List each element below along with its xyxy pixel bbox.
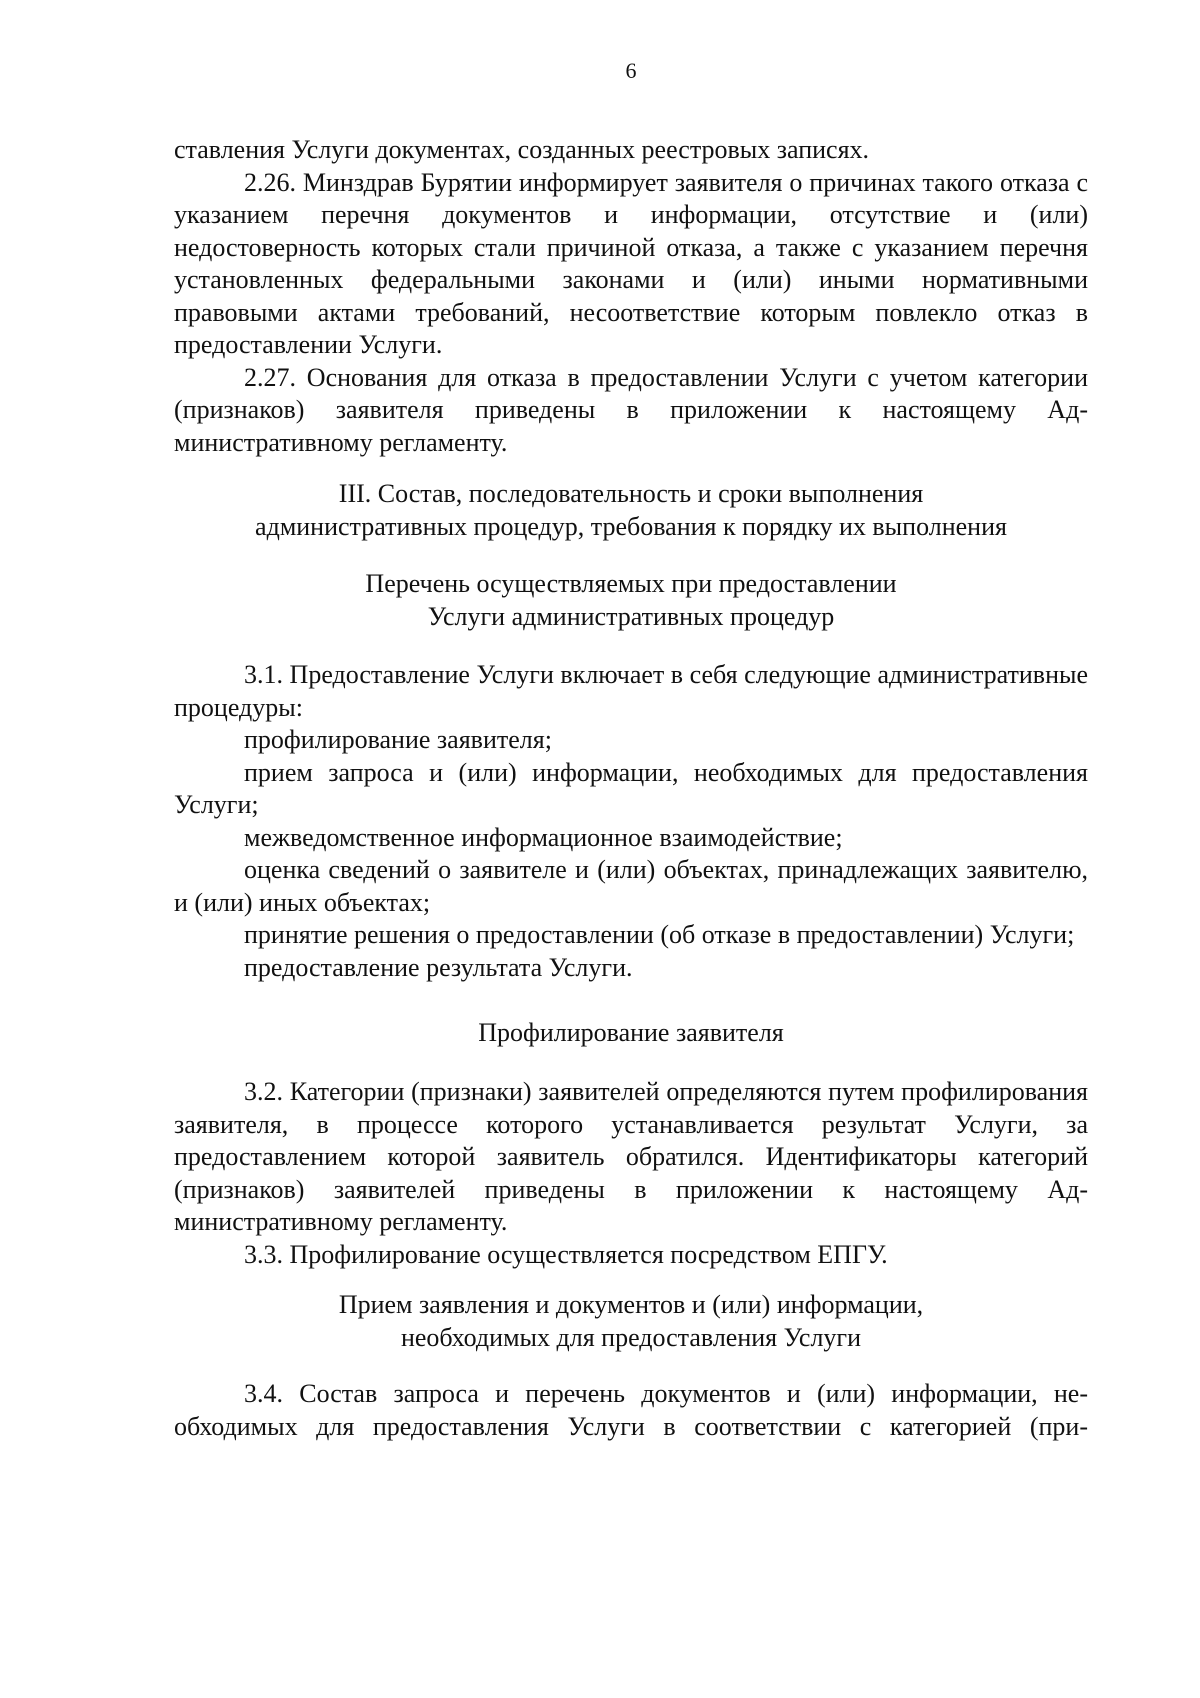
- paragraph-2-26: 2.26. Минздрав Бурятии информирует заявителя о причинах такого отказа с указанием перечня документов и информации, отсутствие и (или) недостоверность которых стали причиной отказа, а также с указанием перечня установленных федеральными законами и (или) иными нормативными правовыми актами требований, несоответствие которым повлекло отказ в предоставлении Услуги.: [174, 167, 1088, 359]
- procedures-list-heading: [174, 568, 1088, 633]
- paragraph-3-1: 3.1. Предоставление Услуги включает в себя следующие административные процедуры:: [174, 660, 1088, 722]
- reception-heading-line-1: Прием заявления и документов и (или) информации,: [338, 1290, 924, 1319]
- reception-heading-line-2: необходимых для предоставления Услуги: [400, 1322, 862, 1352]
- paragraph-block-section-2: [174, 134, 1088, 459]
- paragraph-block-3-2: [174, 1076, 1088, 1271]
- list-item: предоставление результата Услуги.: [244, 952, 633, 982]
- paragraph-block-3-4: [174, 1378, 1088, 1443]
- section-3-heading-line-2: административных процедур, требования к порядку их выполнения: [255, 511, 1007, 541]
- paragraph-3-3: 3.3. Профилирование осуществляется посредством ЕПГУ.: [244, 1239, 888, 1269]
- list-item: прием запроса и (или) информации, необходимых для предоставления Услуги;: [174, 757, 1088, 819]
- reception-heading: [174, 1289, 1088, 1354]
- section-3-heading: [174, 478, 1088, 543]
- section-3-heading-line-1: III. Состав, последовательность и сроки выполнения: [338, 479, 924, 508]
- procedures-list-heading-line-1: Перечень осуществляемых при предоставлении: [365, 569, 897, 598]
- list-item: оценка сведений о заявителе и (или) объектах, принадлежащих заявителю, и (или) иных объектах;: [174, 855, 1088, 917]
- paragraph-3-4: 3.4. Состав запроса и перечень документов и (или) информации, необходимых для предоставления Услуги в соответствии с категорией (при-: [174, 1379, 1088, 1441]
- profiling-heading: Профилирование заявителя: [478, 1018, 784, 1047]
- paragraph-block-3-1: [174, 659, 1088, 984]
- paragraph-continuation: ставления Услуги документах, созданных реестровых записях.: [174, 135, 870, 164]
- list-item: профилирование заявителя;: [244, 725, 552, 754]
- page-number: 6: [625, 58, 637, 83]
- list-item: принятие решения о предоставлении (об отказе в предоставлении) Услуги;: [244, 920, 1075, 949]
- paragraph-2-27: 2.27. Основания для отказа в предоставлении Услуги с учетом категории (признаков) заявителя приведены в приложении к настоящему Административному регламенту.: [174, 362, 1088, 457]
- list-item: межведомственное информационное взаимодействие;: [244, 822, 843, 852]
- paragraph-3-2: 3.2. Категории (признаки) заявителей определяются путем профилирования заявителя, в процессе которого устанавливается результат Услуги, за предоставлением которой заявитель обратился. Идентификаторы категорий (признаков) заявителей приведены в приложении к настоящему Административному регламенту.: [174, 1077, 1088, 1236]
- procedures-list-heading-line-2: Услуги административных процедур: [427, 601, 835, 631]
